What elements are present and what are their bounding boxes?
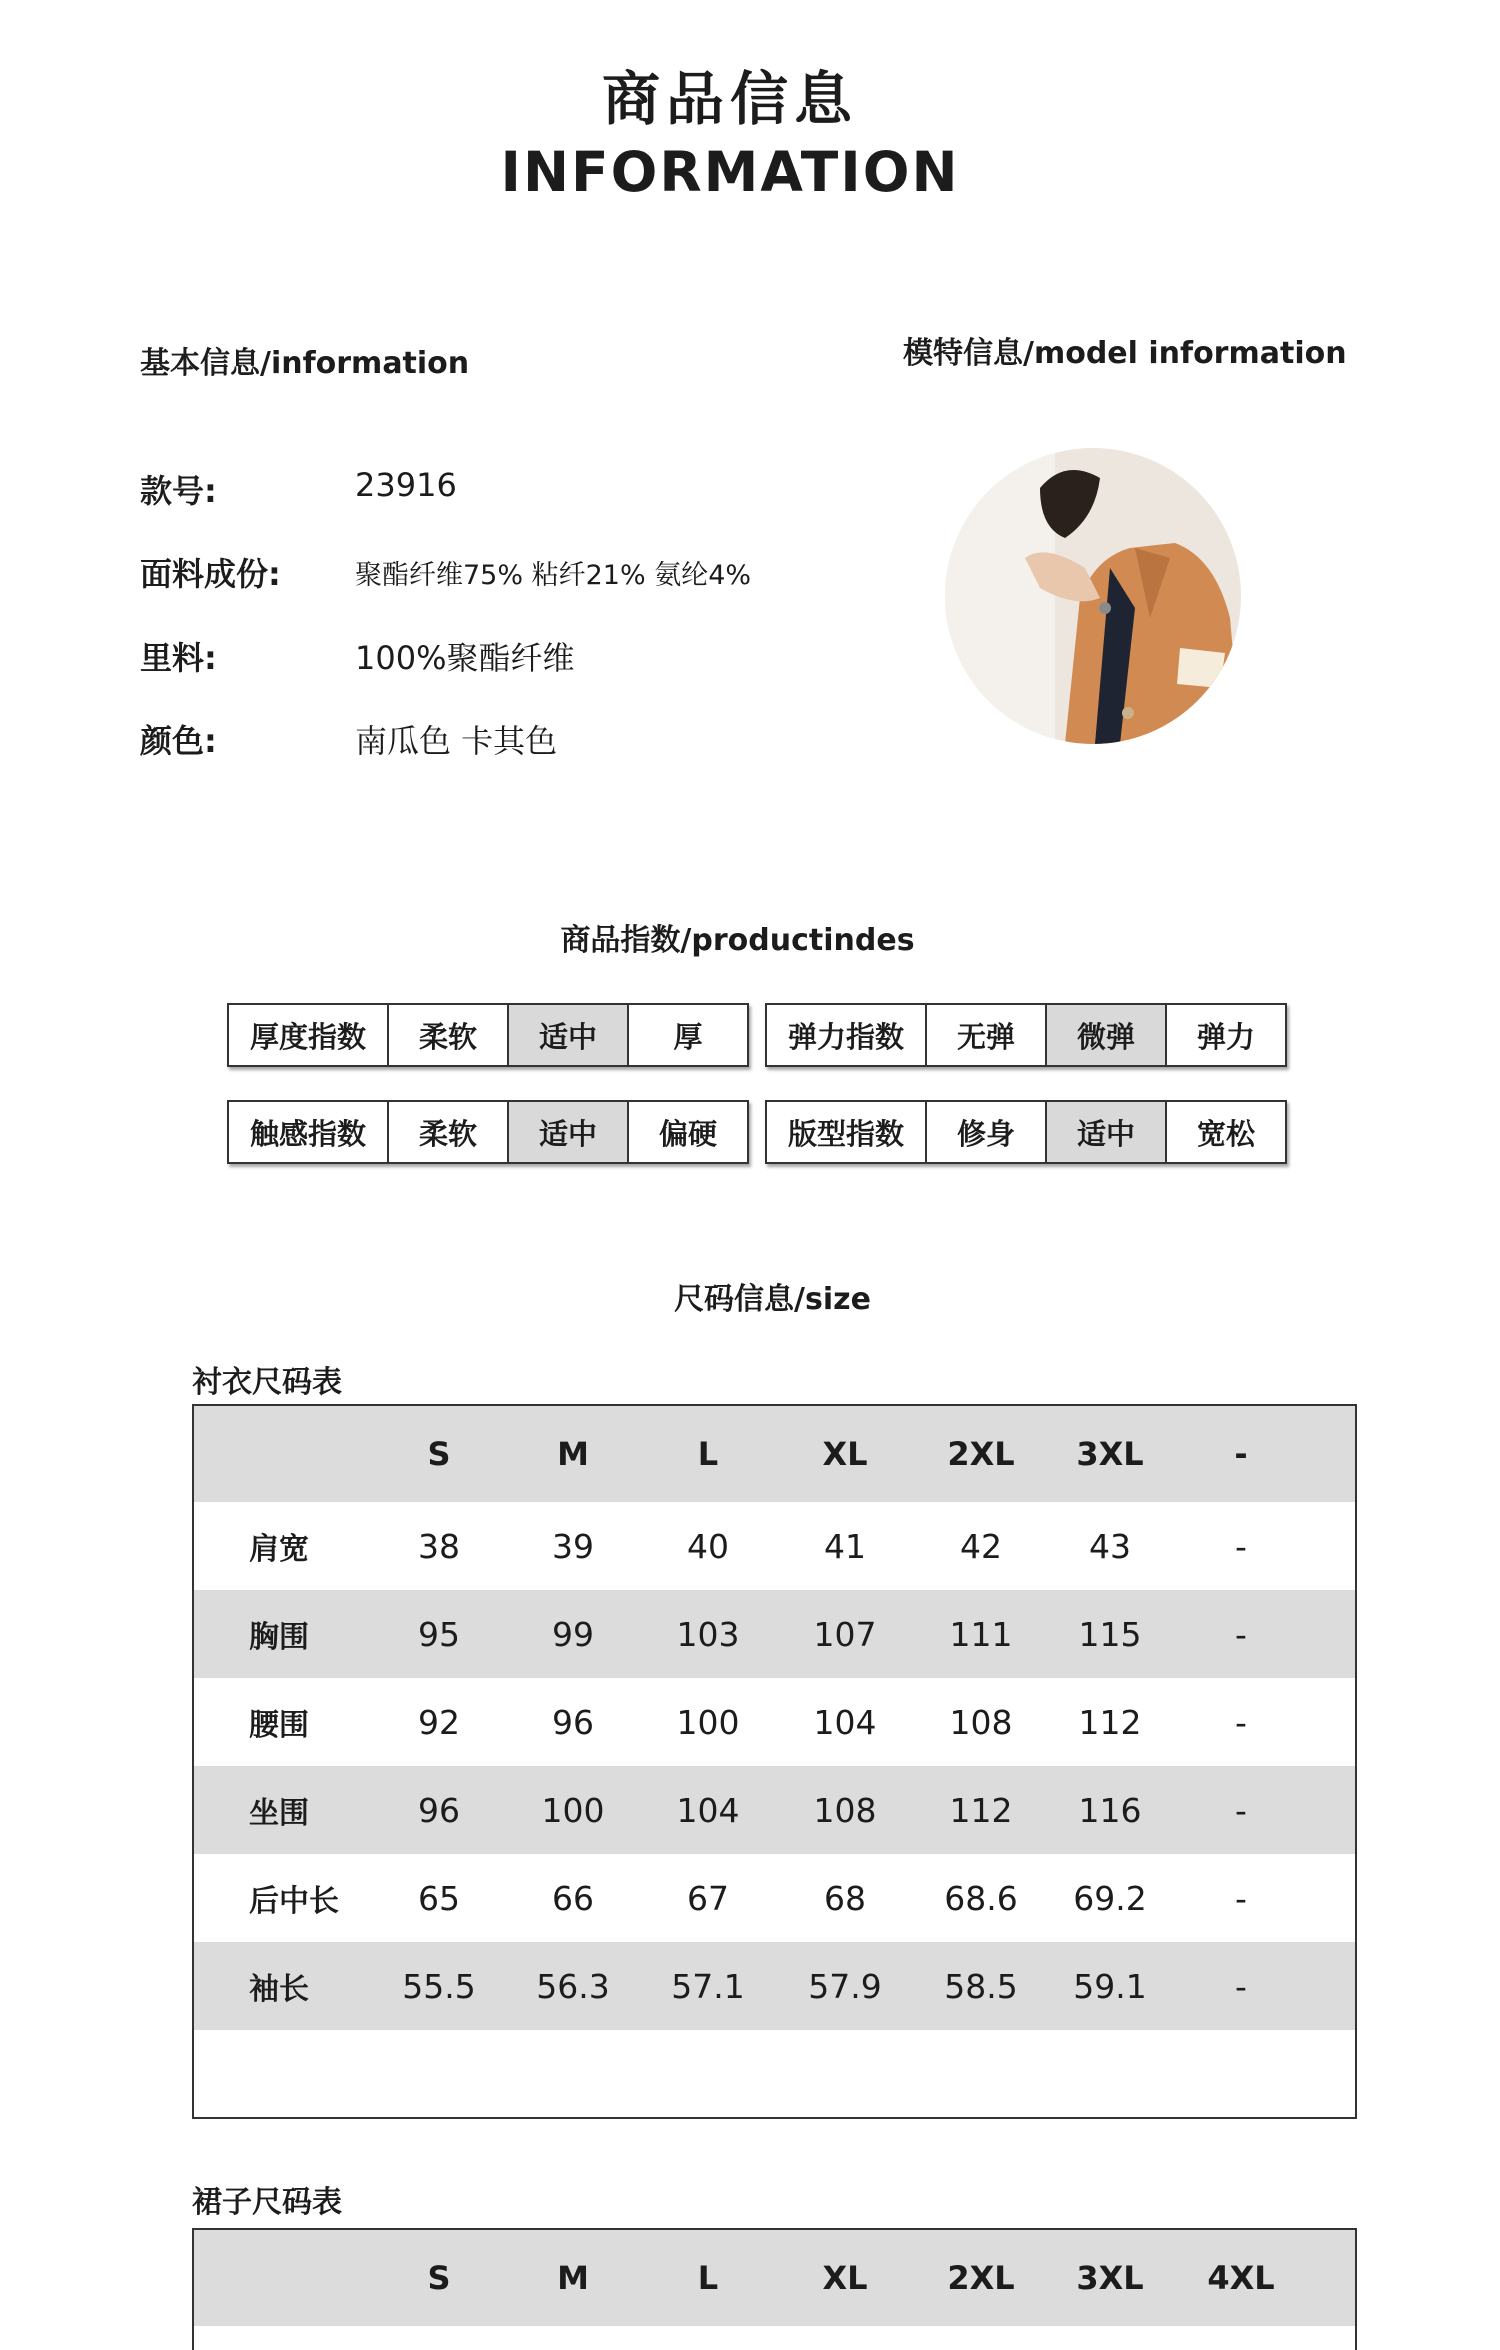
- index-label: 触感指数: [249, 1116, 366, 1151]
- size-cell: 68.6: [944, 1878, 1018, 1918]
- page-title: 商品信息: [601, 65, 858, 133]
- size-cell: 40: [687, 1526, 729, 1566]
- info-row-lining: [140, 633, 840, 693]
- info-row-color: [140, 716, 840, 776]
- skirt-size-table: [192, 2228, 1357, 2350]
- size-cell: 100: [676, 1702, 740, 1742]
- index-option: 偏硬: [627, 1102, 747, 1162]
- size-column-header: 4XL: [1207, 2259, 1275, 2297]
- size-row-label: 后中长: [249, 1884, 339, 1919]
- size-column-header: -: [1234, 1435, 1248, 1473]
- size-table-row: [194, 1854, 1355, 1942]
- index-option-selected: 适中: [507, 1102, 627, 1162]
- page-subtitle: INFORMATION: [500, 140, 960, 204]
- size-column-header: L: [697, 1435, 719, 1473]
- size-cell: 100: [541, 1790, 605, 1830]
- size-cell: 108: [949, 1702, 1013, 1742]
- size-column-header: XL: [822, 2259, 868, 2297]
- size-cell: 59.1: [1073, 1966, 1147, 2006]
- info-value: 100%聚酯纤维: [355, 639, 575, 677]
- size-cell: 69.2: [1073, 1878, 1147, 1918]
- shirt-size-title: 衬衣尺码表: [192, 1365, 342, 1400]
- size-table-row: [194, 1502, 1355, 1590]
- info-row-style-no: [140, 466, 840, 526]
- size-column-header: M: [557, 2259, 589, 2297]
- size-cell: 39: [552, 1526, 594, 1566]
- size-cell: 112: [949, 1790, 1013, 1830]
- size-cell: 56.3: [536, 1966, 610, 2006]
- index-option-selected: 适中: [1045, 1102, 1165, 1162]
- size-cell: 104: [676, 1790, 740, 1830]
- size-cell: -: [1235, 1966, 1247, 2006]
- info-label: 款号:: [140, 472, 217, 510]
- size-table-row: [194, 1590, 1355, 1678]
- info-row-fabric: [140, 549, 840, 609]
- size-header-row: [194, 2230, 1355, 2326]
- index-label: 弹力指数: [787, 1019, 904, 1054]
- size-cell: 55.5: [402, 1966, 476, 2006]
- size-cell: 111: [949, 1614, 1013, 1654]
- shirt-size-table: [192, 1404, 1357, 2119]
- size-header-row: [194, 1406, 1355, 1502]
- index-option-selected: 微弹: [1045, 1005, 1165, 1065]
- size-column-header: 3XL: [1076, 2259, 1144, 2297]
- model-info-heading: 模特信息/model information: [903, 336, 1347, 371]
- size-cell: -: [1235, 1614, 1247, 1654]
- size-cell: 107: [813, 1614, 877, 1654]
- index-label: 厚度指数: [249, 1019, 366, 1054]
- index-option: 柔软: [387, 1005, 507, 1065]
- size-cell: 65: [418, 1878, 460, 1918]
- size-table-row: [194, 1766, 1355, 1854]
- size-cell: 108: [813, 1790, 877, 1830]
- info-value: 聚酯纤维75% 粘纤21% 氨纶4%: [355, 560, 752, 591]
- size-cell: -: [1235, 1878, 1247, 1918]
- size-column-header: L: [697, 2259, 719, 2297]
- index-touch: [227, 1100, 749, 1164]
- size-cell: 96: [418, 1790, 460, 1830]
- info-label: 里料:: [140, 639, 217, 677]
- info-value: 南瓜色 卡其色: [355, 722, 558, 760]
- size-column-header: 2XL: [947, 1435, 1015, 1473]
- index-option-selected: 适中: [507, 1005, 627, 1065]
- size-heading: 尺码信息/size: [674, 1282, 871, 1317]
- model-photo: [945, 448, 1241, 744]
- size-cell: -: [1235, 1526, 1247, 1566]
- index-elasticity: [765, 1003, 1287, 1067]
- size-row-label: 胸围: [249, 1620, 309, 1655]
- skirt-size-title: 裙子尺码表: [192, 2185, 342, 2220]
- size-column-header: XL: [822, 1435, 868, 1473]
- index-fit: [765, 1100, 1287, 1164]
- size-cell: 42: [960, 1526, 1002, 1566]
- size-row-label: 腰围: [249, 1708, 309, 1743]
- index-option: 柔软: [387, 1102, 507, 1162]
- size-cell: 41: [824, 1526, 866, 1566]
- size-column-header: 3XL: [1076, 1435, 1144, 1473]
- size-cell: 116: [1078, 1790, 1142, 1830]
- size-cell: 66: [552, 1878, 594, 1918]
- size-row-label: 坐围: [249, 1796, 309, 1831]
- size-column-header: 2XL: [947, 2259, 1015, 2297]
- size-cell: 104: [813, 1702, 877, 1742]
- size-cell: 43: [1089, 1526, 1131, 1566]
- info-label: 颜色:: [140, 722, 217, 760]
- size-cell: 103: [676, 1614, 740, 1654]
- index-thickness: [227, 1003, 749, 1067]
- size-cell: 68: [824, 1878, 866, 1918]
- size-cell: 57.9: [808, 1966, 882, 2006]
- index-option: 宽松: [1165, 1102, 1285, 1162]
- size-column-header: M: [557, 1435, 589, 1473]
- size-row-label: 袖长: [249, 1972, 309, 2007]
- size-column-header: S: [427, 1435, 451, 1473]
- index-option: 修身: [925, 1102, 1045, 1162]
- size-cell: 99: [552, 1614, 594, 1654]
- info-label: 面料成份:: [140, 555, 281, 593]
- index-option: 厚: [627, 1005, 747, 1065]
- index-option: 无弹: [925, 1005, 1045, 1065]
- size-table-row: [194, 1678, 1355, 1766]
- index-option: 弹力: [1165, 1005, 1285, 1065]
- size-cell: 96: [552, 1702, 594, 1742]
- info-value: 23916: [355, 466, 457, 504]
- size-cell: 95: [418, 1614, 460, 1654]
- basic-info-heading: 基本信息/information: [140, 346, 470, 381]
- size-cell: 58.5: [944, 1966, 1018, 2006]
- size-cell: 92: [418, 1702, 460, 1742]
- product-index-heading: 商品指数/productindes: [560, 923, 915, 958]
- index-label: 版型指数: [787, 1116, 904, 1151]
- size-cell: 57.1: [671, 1966, 745, 2006]
- size-column-header: S: [427, 2259, 451, 2297]
- size-cell: -: [1235, 1790, 1247, 1830]
- size-cell: 38: [418, 1526, 460, 1566]
- size-cell: 115: [1078, 1614, 1142, 1654]
- size-row-label: 肩宽: [249, 1532, 309, 1567]
- size-cell: -: [1235, 1702, 1247, 1742]
- size-cell: 67: [687, 1878, 729, 1918]
- size-cell: 112: [1078, 1702, 1142, 1742]
- size-table-row: [194, 1942, 1355, 2030]
